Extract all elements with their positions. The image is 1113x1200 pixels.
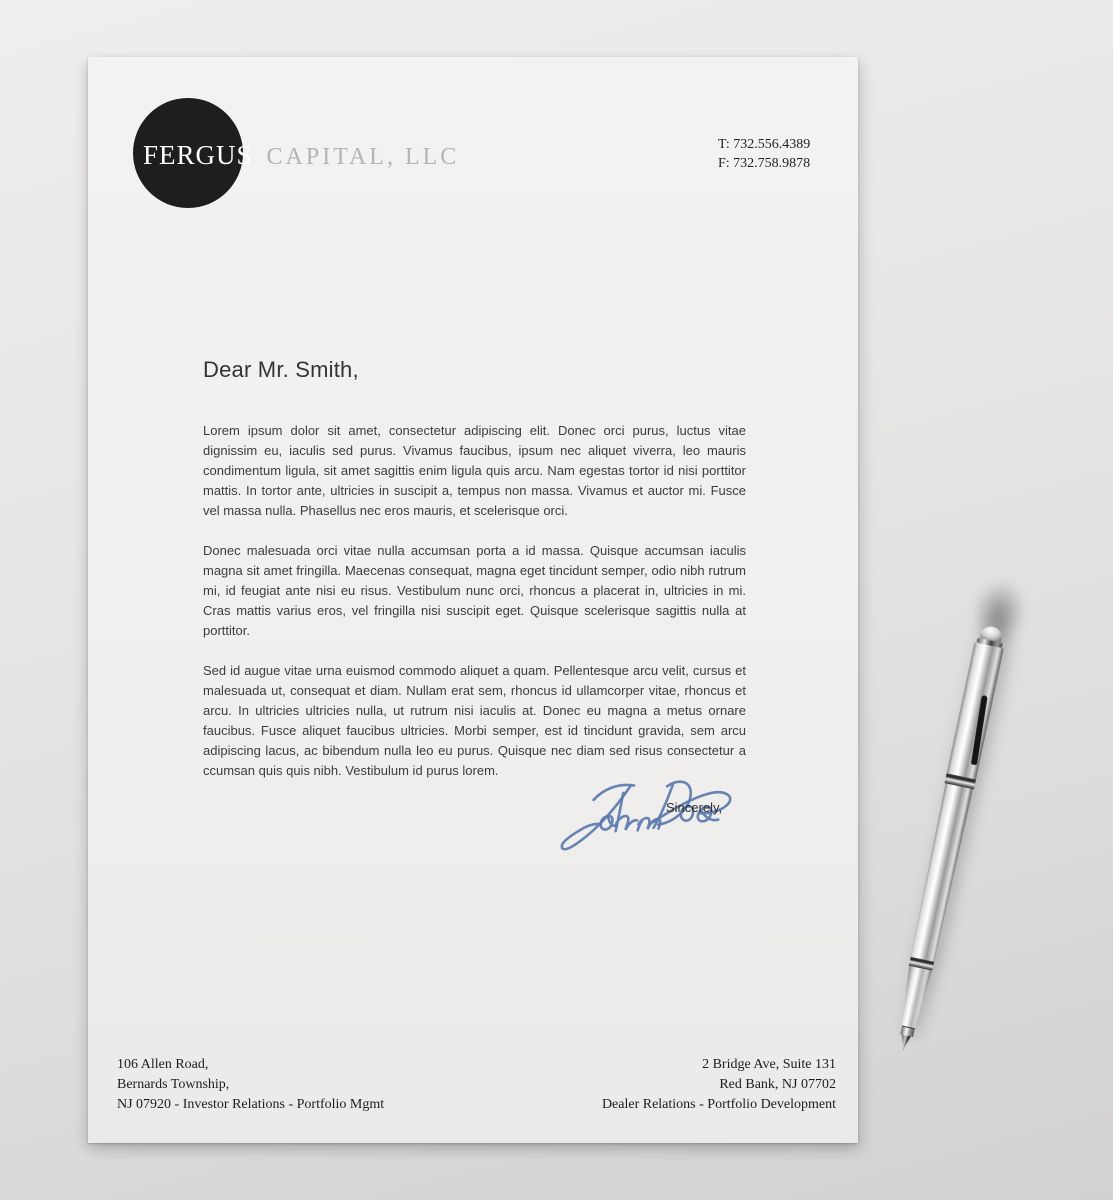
letter-closing: Sincerely, [666, 800, 723, 815]
pen-nib [897, 1034, 912, 1052]
footer-right-line-3: Dealer Relations - Portfolio Development [601, 1097, 836, 1112]
pen-grip [896, 966, 932, 1030]
footer-left-line-2: Bernards Township, [117, 1077, 230, 1092]
company-logo [143, 142, 459, 169]
footer-right-line-1: 2 Bridge Ave, Suite 131 [702, 1057, 836, 1072]
pen-barrel [909, 783, 973, 963]
footer-right-address [602, 1055, 836, 1115]
letter-paragraph-2: Donec malesuada orci vitae nulla accumsan porta a id massa. Quisque accumsan iaculis magna sit amet fringilla. Maecenas consequat, magna eget tincidunt semper, odio nibh rutrum mi, id feugiat ante nisi eu risus. Vestibulum nunc orci, rhoncus a placerat in, ultricies in mi. Cras mattis varius eros, vel fringilla nisi suscipit eget. Quisque scelerisque sagittis nulla at porttitor. [203, 543, 746, 638]
footer-left-line-3: NJ 07920 - Investor Relations - Portfolio Mgmt [117, 1097, 385, 1112]
fax-line: F: 732.758.9878 [718, 156, 811, 171]
footer-left-address [117, 1055, 384, 1115]
contact-block [718, 135, 810, 173]
letter-paragraph-1: Lorem ipsum dolor sit amet, consectetur adipiscing elit. Donec orci purus, luctus vitae dignissim eu, iaculis sed purus. Vivamus faucibus, ipsum nec aliquet viverra, leo mauris condimentum ligula, sit amet sagittis enim ligula quis arcu. Nam egestas tortor id nisi porttitor mattis. In tortor ante, ultricies in suscipit a, tempus non massa. Vivamus et auctor mi. Fusce vel massa nulla. Phasellus nec eros mauris, et scelerisque orci. [203, 423, 746, 518]
pen-clip [971, 695, 988, 765]
letter-greeting: Dear Mr. Smith, [203, 357, 359, 382]
pen-cap [947, 642, 1004, 779]
logo-company-suffix: CAPITAL, LLC [266, 144, 460, 170]
footer-left-line-1: 106 Allen Road, [117, 1057, 209, 1072]
letter-paragraph-3: Sed id augue vitae urna euismod commodo aliquet a quam. Pellentesque arcu velit, cursus et malesuada ut, consequat et diam. Nullam erat sem, rhoncus id ullamcorper vitae, rhoncus et arcu. In ultricies ultricies nulla, ut rutrum nisi iaculis at. Donec eu magna a metus ornare faucibus. Fusce aliquet faucibus ultricies. Morbi semper, est id tincidunt gravida, sem arcu adipiscing lacus, ac bibendum nulla leo eu purus. Quisque nec diam sed risus consectetur a ccumsan quis quis nibh. Vestibulum id purus lorem. [203, 663, 746, 778]
letter-paper [88, 57, 858, 1143]
logo-company-name: FERGUS [143, 140, 253, 170]
signature-stroke [600, 816, 616, 830]
footer-right-line-2: Red Bank, NJ 07702 [719, 1077, 836, 1092]
signature-stroke [593, 785, 634, 800]
signature-stroke [614, 792, 637, 831]
letter-body [203, 421, 746, 801]
fountain-pen [886, 623, 1009, 1055]
phone-line: T: 732.556.4389 [718, 137, 811, 152]
